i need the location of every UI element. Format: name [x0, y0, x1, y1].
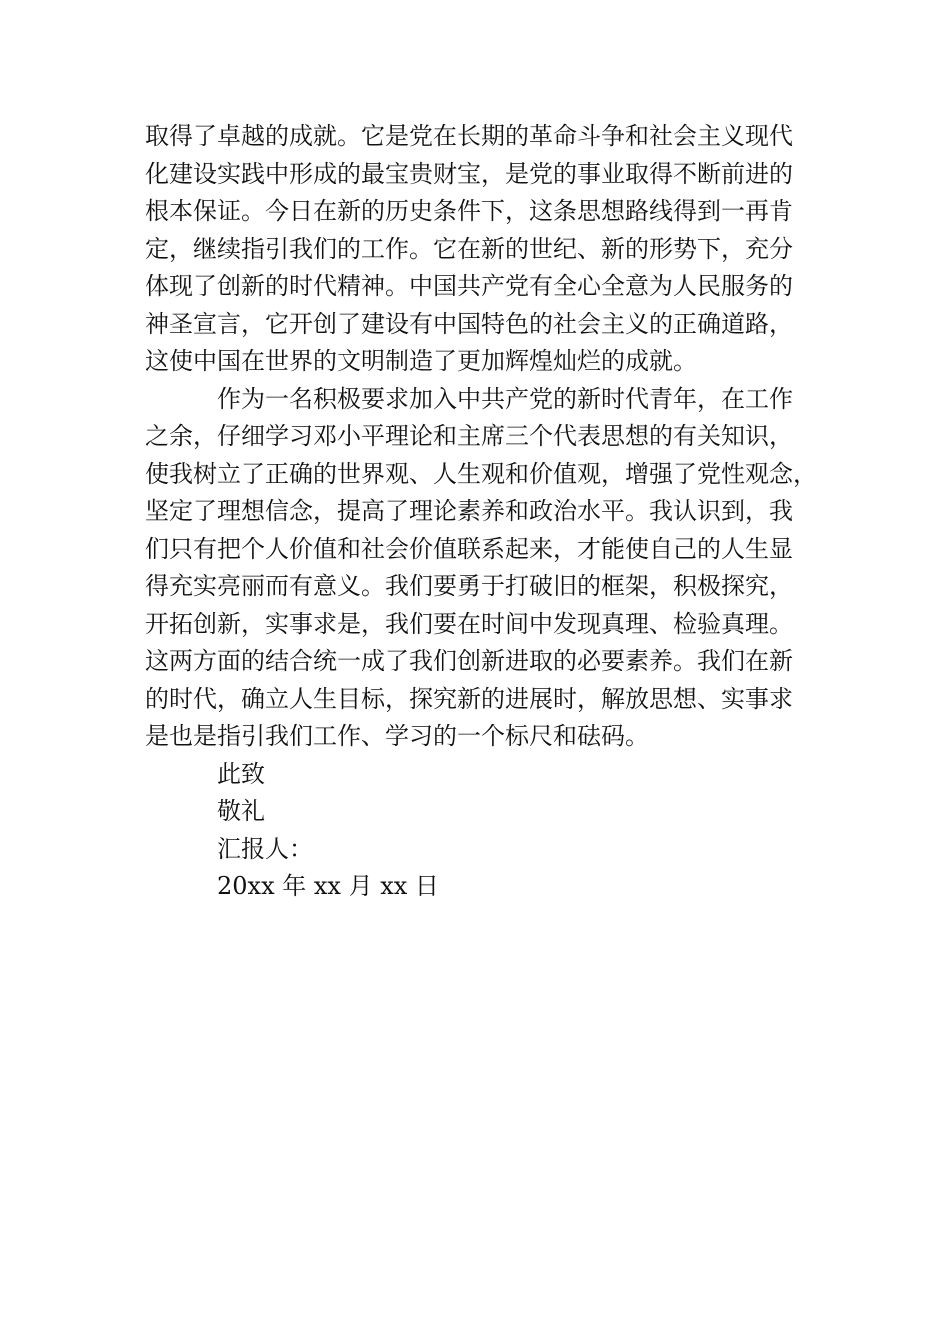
paragraph-1-line-7: 这使中国在世界的文明制造了更加辉煌灿烂的成就。: [145, 347, 697, 375]
paragraph-2-line-4: 坚定了理想信念，提高了理论素养和政治水平。我认识到，我: [145, 497, 793, 525]
paragraph-1-line-4: 定，继续指引我们的工作。它在新的世纪、新的形势下，充分: [145, 234, 793, 263]
paragraph-2-line-5: 们只有把个人价值和社会价值联系起来，才能使自己的人生显: [145, 534, 793, 563]
paragraph-1-line-1: 取得了卓越的成就。它是党在长期的革命斗争和社会主义现代: [145, 122, 793, 150]
paragraph-2-line-2: 之余，仔细学习邓小平理论和主席三个代表思想的有关知识，: [145, 422, 793, 450]
closing-salutation: 此致: [217, 759, 265, 788]
report-date: 20xx 年 xx 月 xx 日: [217, 872, 439, 900]
paragraph-2-line-10: 是也是指引我们工作、学习的一个标尺和砝码。: [145, 722, 649, 750]
paragraph-2-line-9: 的时代，确立人生目标，探究新的进展时，解放思想、实事求: [145, 684, 793, 713]
closing-regards: 敬礼: [217, 797, 265, 825]
reporter-label: 汇报人：: [217, 834, 313, 863]
paragraph-2-line-8: 这两方面的结合统一成了我们创新进取的必要素养。我们在新: [145, 647, 793, 675]
paragraph-2-line-3: 使我树立了正确的世界观、人生观和价值观，增强了党性观念，: [145, 459, 817, 488]
paragraph-1-line-6: 神圣宣言，它开创了建设有中国特色的社会主义的正确道路，: [145, 309, 793, 338]
paragraph-2-line-6: 得充实亮丽而有意义。我们要勇于打破旧的框架，积极探究，: [145, 572, 793, 600]
paragraph-1-line-5: 体现了创新的时代精神。中国共产党有全心全意为人民服务的: [145, 272, 793, 300]
paragraph-1-line-2: 化建设实践中形成的最宝贵财宝，是党的事业取得不断前进的: [145, 159, 793, 188]
paragraph-2-line-1: 作为一名积极要求加入中共产党的新时代青年，在工作: [217, 384, 793, 413]
paragraph-2-line-7: 开拓创新，实事求是，我们要在时间中发现真理、检验真理。: [145, 609, 793, 638]
document-body: [145, 118, 815, 906]
paragraph-1-line-3: 根本保证。今日在新的历史条件下，这条思想路线得到一再肯: [145, 197, 793, 225]
